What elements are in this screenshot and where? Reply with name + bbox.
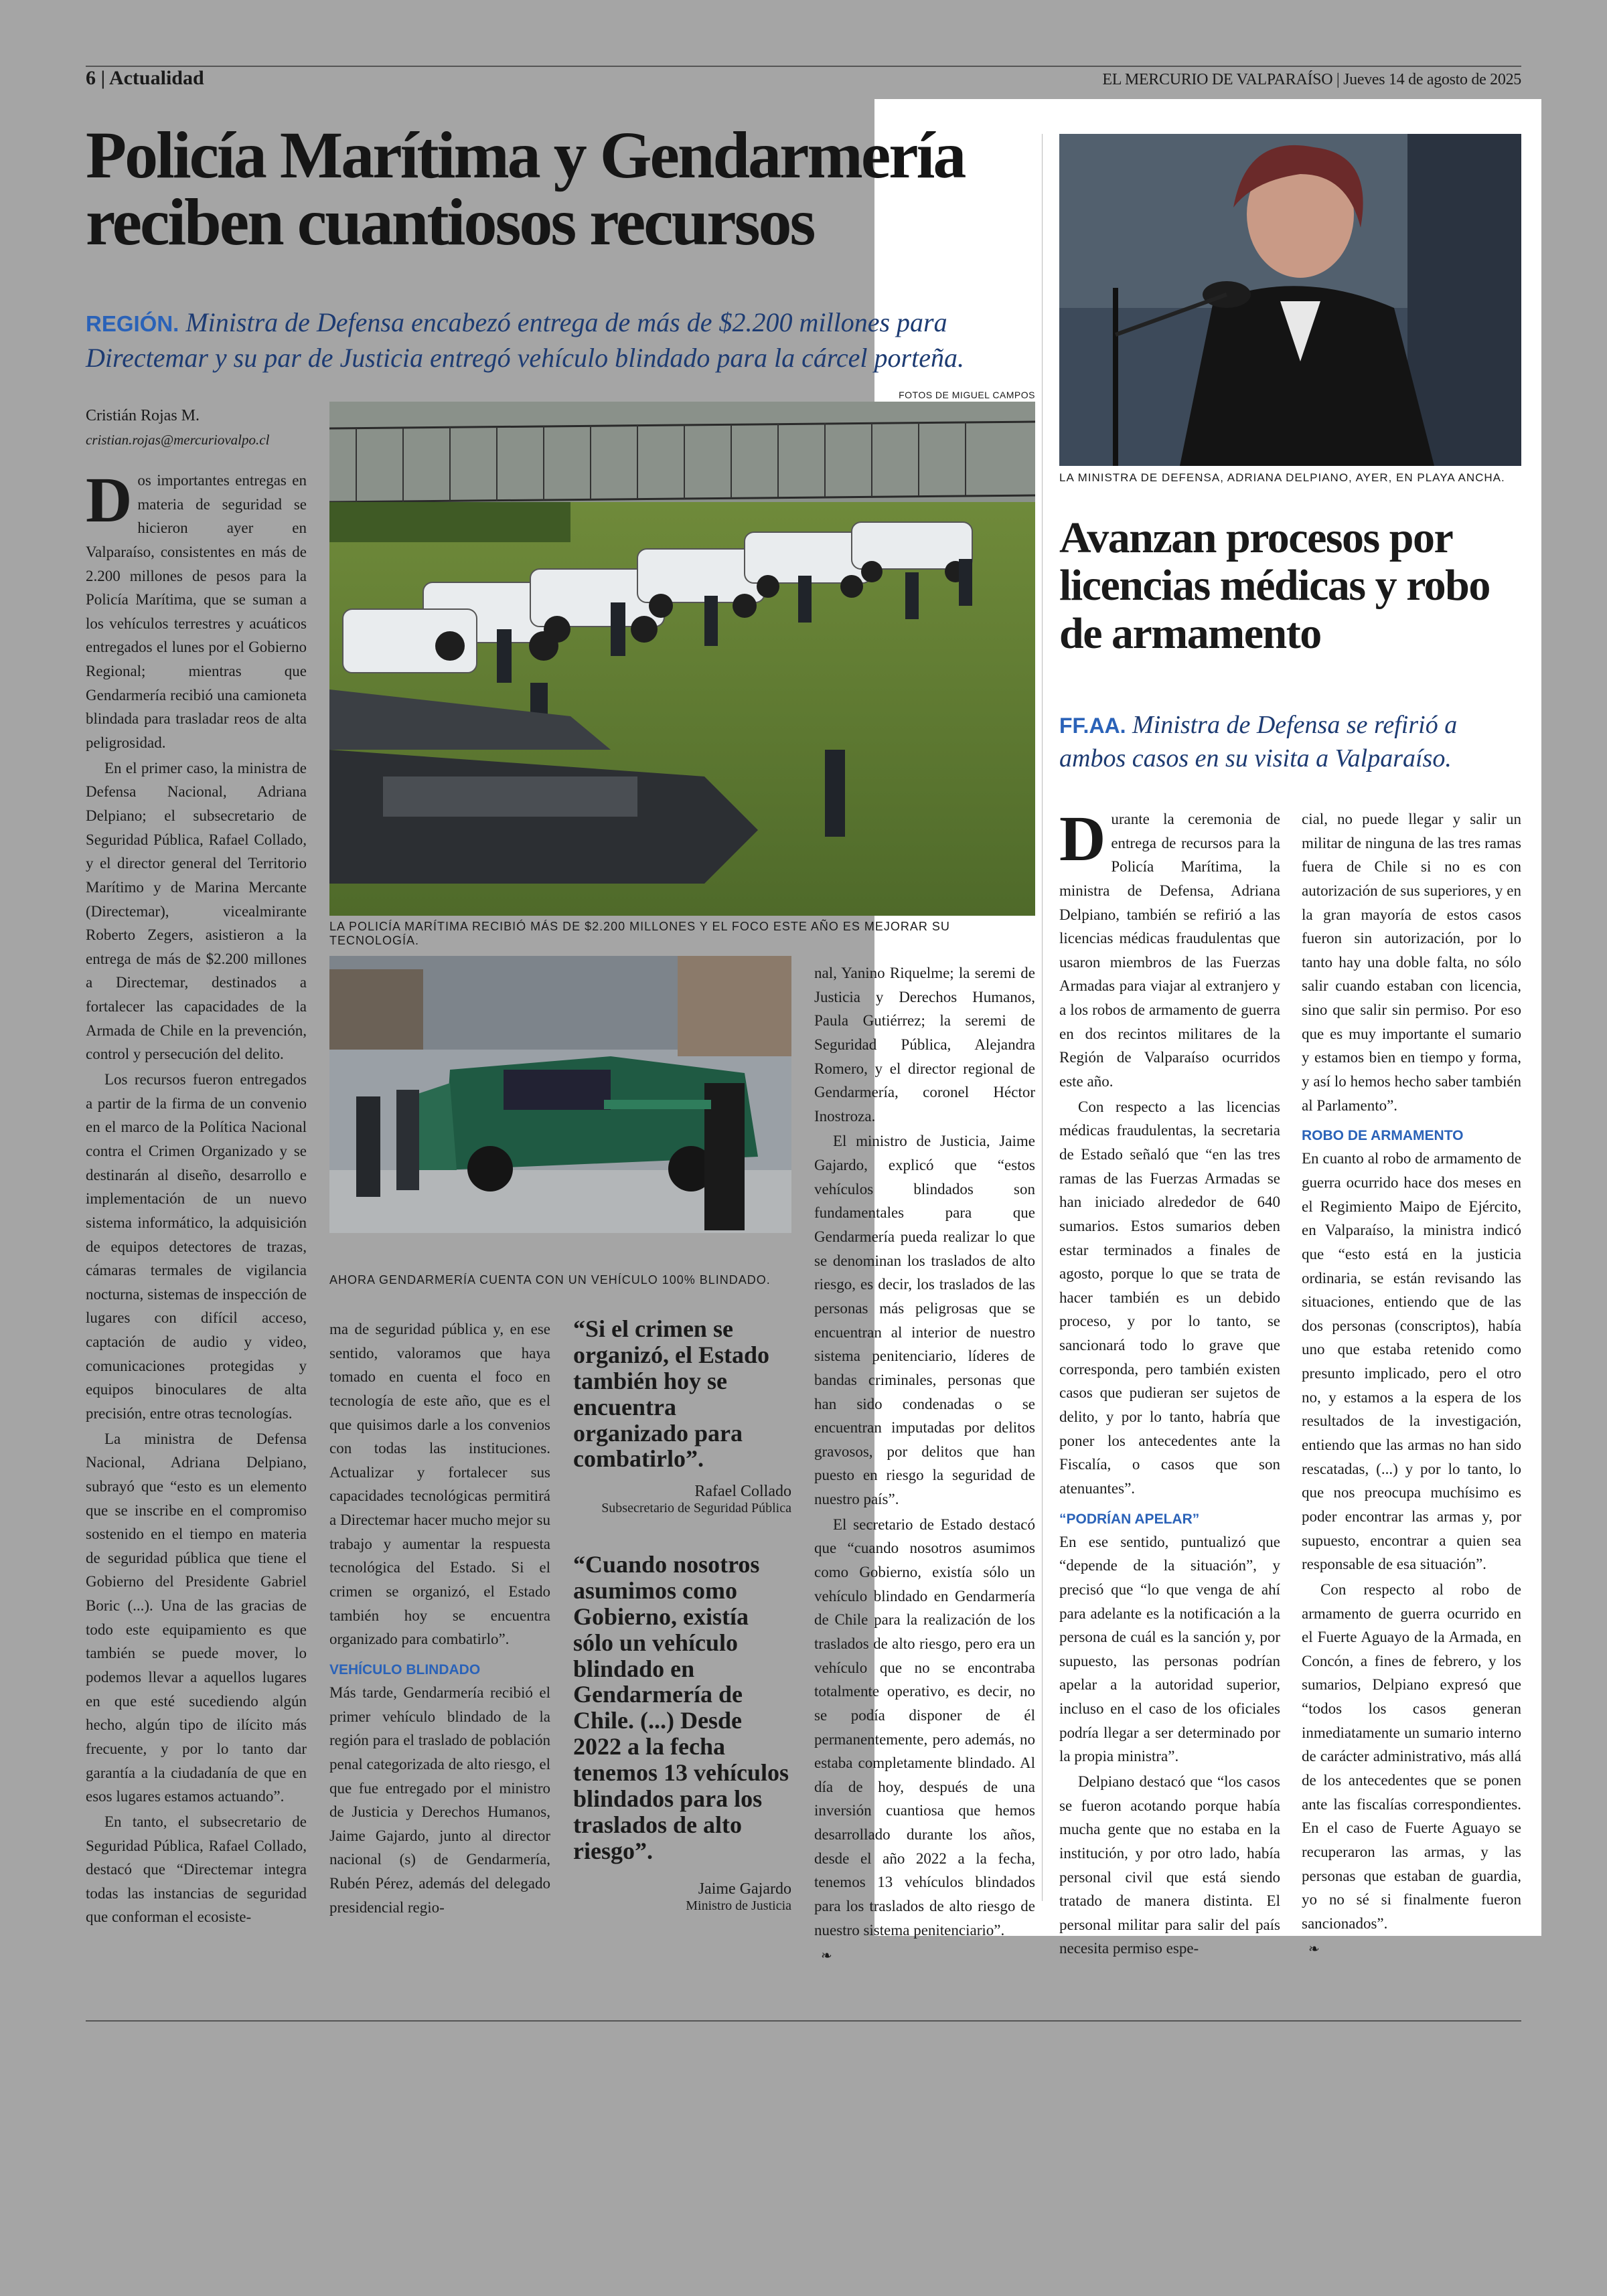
article-end-icon: ❧ xyxy=(821,1947,832,1964)
paragraph: En el primer caso, la ministra de Defensa Nacional, Adriana Delpiano; el subsecretario de Seguridad Pública, Rafael Collado, y el director general del Territorio Marítimo y de Marina Mercante (Directemar), vicealmirante Roberto Zegers, asistieron a la entrega de más de $2.200 millones a Directemar, destinados a fortalecer las capacidades de la Armada de Chile en la prevención, control y persecución del delito. xyxy=(86,759,307,1063)
drop-cap: D xyxy=(1059,803,1106,874)
lead-keyword: REGIÓN. xyxy=(86,311,179,336)
vehicles-illustration xyxy=(329,402,1035,916)
paragraph: Más tarde, Gendarmería recibió el primer vehículo blindado de la región para el traslado de población penal categorizada de alto riesgo, el que fue entregado por el ministro de Justicia y Derechos Humanos, Jaime Gajardo, junto al director nacional (s) de Gendarmería, Rubén Pérez, además del delegado presidencial regio- xyxy=(329,1684,550,1916)
article-column-4 xyxy=(814,961,1035,1967)
photo-credit: FOTOS DE MIGUEL CAMPOS xyxy=(899,390,1035,400)
drop-cap: D xyxy=(86,464,133,536)
article-lead xyxy=(86,305,1050,376)
paragraph: En ese sentido, puntualizó que “depende de la situación”, y precisó que “lo que venga de ahí para adelante es la notificación a la persona de cuál es la sanción y, por supuesto, las personas podrían apelar a la autoridad superior, incluso en el caso de los oficiales podría llegar a ser determinado por la propia ministra”. xyxy=(1059,1533,1280,1765)
paragraph: Con respecto al robo de armamento de guerra ocurrido en el Fuerte Aguayo de la Armada, en Concón, a fines de febrero, y los sumarios, Delpiano expresó que “todos los casos generan inmediatamente un sumario interno de carácter administrativo, más allá de los antecedentes que se ponen ante las fiscalías correspondientes. En el caso de Fuerte Aguayo se recuperaron las armas, y las personas que estaban de guardia, yo no sé si finalmente fueron sancionados”. xyxy=(1302,1580,1521,1932)
photo-armored-vehicle xyxy=(329,956,791,1233)
quote-author-role: Ministro de Justicia xyxy=(686,1898,791,1913)
byline xyxy=(86,407,269,448)
photo-caption-2: AHORA GENDARMERÍA CUENTA CON UN VEHÍCULO 100% BLINDADO. xyxy=(329,1273,771,1287)
lead-text: Ministra de Defensa se refirió a ambos casos en su visita a Valparaíso. xyxy=(1059,711,1458,773)
paragraph: Con respecto a las licencias médicas fraudulentas, la secretaria de Estado señaló que “en las tres ramas de las Fuerzas Armadas se han iniciado alrededor de 640 sumarios. Estos sumarios deben estar terminados a finales de agosto, porque lo que se trata de hacer también es un debido proceso, y por lo tanto, se sancionará todo lo grave que corresponda, pero también existen casos que pudieran ser sujetos de delito, y por lo tanto, habría que poner los antecedentes ante la Fiscalía, o casos que son atenuantes”. xyxy=(1059,1098,1280,1497)
subheading-podrian-apelar: “PODRÍAN APELAR” xyxy=(1059,1511,1200,1527)
armored-vehicle-illustration xyxy=(329,956,791,1233)
pull-quote-gajardo xyxy=(573,1552,791,1914)
section-header: 6 | Actualidad xyxy=(86,67,204,89)
paragraph: cial, no puede llegar y salir un militar de ninguna de las tres ramas fuera de Chile si no es con autorización de sus superiores, y en la gran mayoría de estos casos fueron sin autorización, por lo tanto hay una doble falta, no sólo salir cuando estaban con licencia, sino que salir sin permiso. Por eso que es muy importante el sumario y estamos bien en tiempo y forma, y así lo hemos hecho saber también al Parlamento”. xyxy=(1302,811,1521,1114)
author-email: cristian.rojas@mercuriovalpo.cl xyxy=(86,432,270,448)
article-column-2 xyxy=(329,1317,550,1920)
photo-caption-minister: LA MINISTRA DE DEFENSA, ADRIANA DELPIANO, AYER, EN PLAYA ANCHA. xyxy=(1059,471,1505,484)
side-column-2 xyxy=(1302,807,1521,1961)
column-divider xyxy=(1042,134,1043,1901)
photo-caption-1: LA POLICÍA MARÍTIMA RECIBIÓ MÁS DE $2.200 MILLONES Y EL FOCO ESTE AÑO ES MEJORAR SU TECNOLOGÍA. xyxy=(329,920,950,947)
paragraph: En cuanto al robo de armamento de guerra ocurrido hace dos meses en el Regimiento Maipo de Ejército, en Valparaíso, la ministra indicó que “esto está en la justicia ordinaria, se están revisando las situaciones, entiendo que de las dos personas (conscriptos), había uno que estaba retenido como presunto implicado, pero el otro no, y estamos a la espera de los resultados de la investigación, entiendo que las armas no han sido rescatadas, (...) y por lo tanto, lo que nos preocupa muchísimo es poder encontrar las armas y, por supuesto, encontrar a quien sea responsable de esa situación”. xyxy=(1302,1150,1521,1573)
paragraph: os importantes entregas en materia de seguridad se hicieron ayer en Valparaíso, consistentes en más de 2.200 millones de pesos para la Policía Marítima, que se suman a los vehículos terrestres y acuáticos entregados el lunes por el Gobierno Regional; mientras que Gendarmería recibió una camioneta blindada para trasladar reos de alta peligrosidad. xyxy=(86,472,307,752)
side-article-lead xyxy=(1059,708,1521,775)
side-column-1 xyxy=(1059,803,1280,1962)
paragraph: El ministro de Justicia, Jaime Gajardo, explicó que “estos vehículos blindados son fundamentales para que Gendarmería pueda realizar lo que se denominan los traslados de alto riesgo, es decir, los traslados de las personas más peligrosas que se encuentran al interior de nuestro sistema penitenciario, líderes de bandas criminales, personas que han sido condenadas o se encuentran imputadas por delitos gravosos, por delitos que han puesto en riesgo la seguridad de nuestro país”. xyxy=(814,1133,1035,1508)
quote-author: Jaime Gajardo xyxy=(698,1880,791,1898)
header-rule xyxy=(86,66,1521,67)
photo-maritime-police xyxy=(329,402,1035,916)
paragraph: urante la ceremonia de entrega de recursos para la Policía Marítima, la ministra de Defensa, Adriana Delpiano, también se refirió a las licencias médicas fraudulentas que usaron miembros de las Fuerzas Armadas para viajar al extranjero y a los robos de armamento de guerra en dos recintos militares de la Región de Valparaíso ocurridos este año. xyxy=(1059,811,1280,1090)
photo-minister xyxy=(1059,134,1521,466)
side-article-title: Avanzan procesos por licencias médicas y robo de armamento xyxy=(1059,513,1490,658)
paragraph: La ministra de Defensa Nacional, Adriana Delpiano, subrayó que “esto es un elemento que se inscribe en el compromiso sostenido en el tiempo en materia de seguridad pública que tiene el Gobierno del Presidente Gabriel Boric (...). Una de las gracias de todo este equipamiento es que también se puede mover, lo podemos llevar a aquellos lugares en que esté sucediendo algún hecho, algún tipo de ilícito más frecuente, y por lo tanto dar garantía a la ciudadanía de que en esos lugares estamos actuando”. xyxy=(86,1430,307,1805)
pull-quote-collado xyxy=(573,1316,791,1516)
lead-keyword: FF.AA. xyxy=(1059,714,1126,738)
subheading-armored-vehicle: VEHÍCULO BLINDADO xyxy=(329,1661,481,1677)
article-column-1 xyxy=(86,464,307,1931)
article-title: Policía Marítima y Gendarmería reciben cuantiosos recursos xyxy=(86,118,965,259)
author-name: Cristián Rojas M. xyxy=(86,407,200,424)
newspaper-dateline: EL MERCURIO DE VALPARAÍSO | Jueves 14 de agosto de 2025 xyxy=(1102,71,1521,88)
quote-text: “Si el crimen se organizó, el Estado también hoy se encuentra organizado para combatirlo”. xyxy=(573,1315,769,1473)
paragraph: En tanto, el subsecretario de Seguridad Pública, Rafael Collado, destacó que “Directemar integra todas las instancias de seguridad que conforman el ecosiste- xyxy=(86,1813,307,1926)
paragraph: Los recursos fueron entregados a partir de la firma de un convenio en el marco de la Política Nacional contra el Crimen Organizado y se destinarán al diseño, desarrollo e implementación de un nuevo sistema informático, la adquisición de equipos detectores de trazas, cámaras termales de vigilancia nocturna, sistemas de inspección de lugares con difícil acceso, captación de audio y video, comunicaciones protegidas y equipos binoculares de alta precisión, entre otras tecnologías. xyxy=(86,1071,307,1422)
paragraph: El secretario de Estado destacó que “cuando nosotros asumimos como Gobierno, existía sólo un vehículo blindado en Gendarmería de Chile para la realización de los traslados de alto riesgo, pero era un vehículo que no se encontraba totalmente operativo, es decir, no se podía disponer de él permanentemente, pero además, no estaba completamente blindado. Al día de hoy, después de una inversión cuantiosa que hemos desarrollado durante los años, desde el año 2022 a la fecha, tenemos 13 vehículos blindados para los traslados de alto riesgo de nuestro sistema penitenciario”. xyxy=(814,1515,1035,1939)
paragraph: nal, Yanino Riquelme; la seremi de Justicia y Derechos Humanos, Paula Gutiérrez; la seremi de Seguridad Pública, Alejandra Romero, y el director regional de Gendarmería, coronel Héctor Inostroza. xyxy=(814,965,1035,1125)
paragraph: ma de seguridad pública y, en ese sentido, valoramos que haya tomado en cuenta el foco en tecnología de este año, que es el que quisimos darle a los convenios con todas las instituciones. Actualizar y fortalecer sus capacidades tecnológicas permitirá a Directemar hacer mucho mejor su trabajo y aumentar la respuesta tecnológica del Estado. Si el crimen se organizó, el Estado también hoy se encuentra organizado para combatirlo”. xyxy=(329,1321,550,1648)
lead-text: Ministra de Defensa encabezó entrega de más de $2.200 millones para Directemar y su par de Justicia entregó vehículo blindado para la cárcel porteña. xyxy=(86,307,964,373)
minister-illustration xyxy=(1059,134,1521,466)
paragraph: Delpiano destacó que “los casos se fueron acotando porque había mucha gente que no estaba en la institución, y por otro lado, había personal civil que está siendo tratado de manera distinta. El personal militar para salir del país necesita permiso espe- xyxy=(1059,1773,1280,1957)
quote-author: Rafael Collado xyxy=(694,1483,791,1501)
subheading-robo-armamento: ROBO DE ARMAMENTO xyxy=(1302,1128,1464,1144)
footer-rule xyxy=(86,2020,1521,2022)
quote-text: “Cuando nosotros asumimos como Gobierno, existía sólo un vehículo blindado en Gendarmería de Chile. (...) Desde 2022 a la fecha tenemos 13 vehículos blindados para los traslados de alto riesgo”. xyxy=(573,1551,789,1864)
quote-author-role: Subsecretario de Seguridad Pública xyxy=(601,1501,791,1516)
article-end-icon: ❧ xyxy=(1308,1941,1320,1957)
